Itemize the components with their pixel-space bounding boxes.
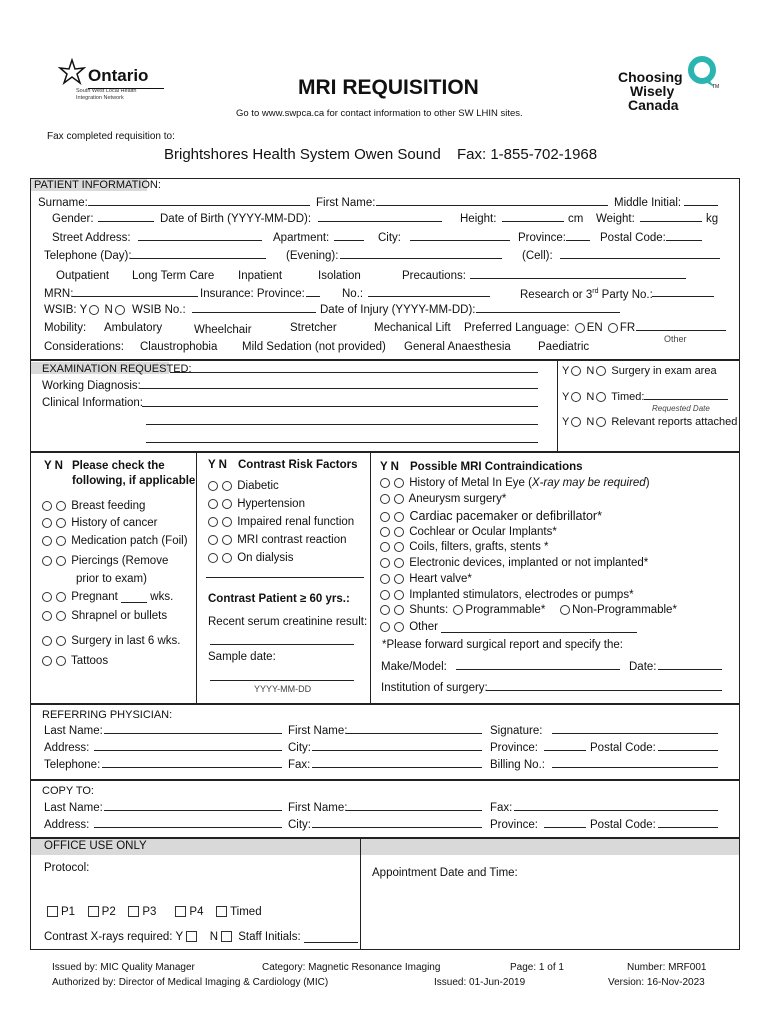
contra-electronic[interactable] xyxy=(378,557,648,569)
p1-checkbox[interactable] xyxy=(47,906,58,917)
en-label: EN xyxy=(586,322,603,334)
referring-title: REFERRING PHYSICIAN: xyxy=(42,709,173,721)
cochlear-text: Cochlear or Ocular Implants* xyxy=(409,526,557,538)
piercings-text: Piercings (Remove xyxy=(71,555,169,567)
height-label: Height: xyxy=(460,213,497,225)
requested-date-label: Requested Date xyxy=(652,404,710,413)
province-label: Province: xyxy=(518,232,566,244)
evening-label: (Evening): xyxy=(286,250,339,262)
wsib-n-radio[interactable] xyxy=(115,305,125,315)
facility-name: Brightshores Health System Owen Sound xyxy=(164,146,441,163)
office-title: OFFICE USE ONLY xyxy=(44,840,147,852)
surname-label: Surname: xyxy=(38,197,88,209)
version: Version: 16-Nov-2023 xyxy=(608,977,705,988)
fax-label: Fax completed requisition to: xyxy=(47,131,175,142)
n-label: N xyxy=(586,391,595,403)
creatinine-label: Recent serum creatinine result: xyxy=(208,616,368,628)
height-field[interactable] xyxy=(502,211,564,222)
contra-title: Possible MRI Contraindications xyxy=(410,461,583,473)
p2-label: P2 xyxy=(101,906,116,918)
timed-checkbox[interactable] xyxy=(216,906,227,917)
category: Category: Magnetic Resonance Imaging xyxy=(262,962,441,973)
check-tattoos[interactable] xyxy=(40,655,108,667)
timed-row xyxy=(562,391,644,403)
mrn-field[interactable] xyxy=(72,286,198,297)
ambulatory-option[interactable]: Ambulatory xyxy=(104,322,163,334)
claustrophobia-option[interactable]: Claustrophobia xyxy=(140,341,218,353)
non-programmable-radio[interactable] xyxy=(560,605,570,615)
ref-address-label: Address: xyxy=(44,742,90,754)
ref-billing-field[interactable] xyxy=(552,757,718,768)
mobility-label: Mobility: xyxy=(44,322,87,334)
y-label: Y xyxy=(562,365,570,377)
cwc-line3: Canada xyxy=(628,97,679,113)
p3-checkbox[interactable] xyxy=(128,906,139,917)
general-anaesthesia-option[interactable]: General Anaesthesia xyxy=(404,341,511,353)
hypertension-text: Hypertension xyxy=(237,498,305,510)
working-diagnosis-label: Working Diagnosis: xyxy=(42,380,141,392)
en-radio[interactable] xyxy=(575,323,585,333)
apartment-field[interactable] xyxy=(334,230,364,241)
contra-pacemaker[interactable] xyxy=(378,509,602,523)
checks-divider-2 xyxy=(370,452,371,704)
exam-requested-label: EXAMINATION REQUESTED: xyxy=(42,363,192,375)
wsib-y-label: WSIB: Y xyxy=(44,304,88,316)
isolation-option[interactable]: Isolation xyxy=(318,270,361,282)
precautions-field[interactable] xyxy=(470,268,686,279)
copy-postal-label: Postal Code: xyxy=(590,819,656,831)
cwc-tm: TM xyxy=(712,84,720,90)
check-history-cancer[interactable] xyxy=(40,517,157,529)
copy-fax-label: Fax: xyxy=(490,802,513,814)
insurance-no-label: No.: xyxy=(342,288,364,300)
insurance-no-field[interactable] xyxy=(368,286,490,297)
other-text: Other xyxy=(409,621,438,633)
injury-date-field[interactable] xyxy=(476,302,620,313)
check-medication-patch[interactable] xyxy=(40,535,188,547)
mild-sedation-option[interactable]: Mild Sedation (not provided) xyxy=(242,341,386,353)
tattoos-text: Tattoos xyxy=(71,655,109,667)
non-programmable-text: Non-Programmable* xyxy=(572,604,677,616)
check-surgery-6wks[interactable] xyxy=(40,635,181,647)
stretcher-option[interactable]: Stretcher xyxy=(290,322,337,334)
appointment-label: Appointment Date and Time: xyxy=(372,867,518,879)
staff-initials-label: Staff Initials: xyxy=(238,931,301,943)
n-label: N xyxy=(586,416,595,428)
wheelchair-option[interactable]: Wheelchair xyxy=(194,324,252,336)
copy-city-field[interactable] xyxy=(312,817,482,828)
first-name-label: First Name: xyxy=(316,197,376,209)
form-number: Number: MRF001 xyxy=(627,962,707,973)
pregnant-text: Pregnant xyxy=(71,591,118,603)
institution-field[interactable] xyxy=(486,680,722,691)
ref-last-name-label: Last Name: xyxy=(44,725,103,737)
gender-label: Gender: xyxy=(52,213,94,225)
cm-label: cm xyxy=(568,213,584,225)
cell-label: (Cell): xyxy=(522,250,553,262)
copy-first-name-field[interactable] xyxy=(346,800,482,811)
street-field[interactable] xyxy=(138,230,262,241)
apartment-label: Apartment: xyxy=(273,232,330,244)
contrast-title: Contrast Risk Factors xyxy=(238,459,358,471)
p4-label: P4 xyxy=(189,906,204,918)
copy-address-label: Address: xyxy=(44,819,90,831)
research-sup: rd xyxy=(592,288,599,295)
kg-label: kg xyxy=(706,213,719,225)
check-piercings[interactable] xyxy=(40,555,168,567)
p4-checkbox[interactable] xyxy=(175,906,186,917)
cwc-line2: Wisely xyxy=(630,83,675,99)
ref-last-name-field[interactable] xyxy=(104,723,282,734)
telephone-day-label: Telephone (Day): xyxy=(44,250,132,262)
city-field[interactable] xyxy=(410,230,510,241)
ref-address-field[interactable] xyxy=(94,740,282,751)
ref-fax-label: Fax: xyxy=(288,759,311,771)
timed-label: Timed xyxy=(230,906,262,918)
check-breast-feeding[interactable] xyxy=(40,500,145,512)
ref-first-name-label: First Name: xyxy=(288,725,348,737)
ontario-logo-text: Ontario xyxy=(88,66,149,85)
contrast-diabetic[interactable] xyxy=(206,480,279,492)
wsib-row xyxy=(44,304,127,316)
ref-city-label: City: xyxy=(288,742,311,754)
lhin-subtext: South West Local Health Integration Network xyxy=(76,88,137,101)
weight-label: Weight: xyxy=(596,213,635,225)
copy-postal-field[interactable] xyxy=(658,817,718,828)
copy-address-field[interactable] xyxy=(94,817,282,828)
programmable-text: Programmable* xyxy=(465,604,546,616)
considerations-label: Considerations: xyxy=(44,341,124,353)
contrast-dialysis[interactable] xyxy=(206,552,293,564)
ref-first-name-field[interactable] xyxy=(346,723,482,734)
contrast-yn-header: Y N xyxy=(208,459,227,471)
programmable-radio[interactable] xyxy=(453,605,463,615)
language-label: Preferred Language: xyxy=(464,322,570,334)
reports-y[interactable] xyxy=(571,417,581,427)
p2-checkbox[interactable] xyxy=(88,906,99,917)
p1-label: P1 xyxy=(61,906,76,918)
middle-initial-field[interactable] xyxy=(684,195,718,206)
staff-initials-field[interactable] xyxy=(304,932,358,943)
wsib-no-field[interactable] xyxy=(192,302,316,313)
cwc-line1: Choosing xyxy=(618,69,683,85)
make-model-field[interactable] xyxy=(456,659,620,670)
wsib-n-label: N xyxy=(104,304,113,316)
telephone-day-field[interactable] xyxy=(130,248,266,259)
institution-label: Institution of surgery: xyxy=(381,682,488,694)
contra-aneurysm[interactable] xyxy=(378,493,506,505)
contra-stimulators[interactable] xyxy=(378,589,634,601)
language-row xyxy=(464,322,635,334)
language-other-label: Other xyxy=(664,334,687,344)
timed-y[interactable] xyxy=(571,392,581,402)
dob-field[interactable] xyxy=(318,211,442,222)
contra-yn-header: Y N xyxy=(380,461,399,473)
priority-row xyxy=(44,906,262,918)
clinical-info-line2[interactable] xyxy=(146,414,538,425)
copy-province-label: Province: xyxy=(490,819,538,831)
paediatric-option[interactable]: Paediatric xyxy=(538,341,590,353)
issued-date: Issued: 01-Jun-2019 xyxy=(434,977,526,988)
shrapnel-text: Shrapnel or bullets xyxy=(71,610,168,622)
pregnant-weeks-field[interactable] xyxy=(121,592,147,603)
research-text: Research or 3 xyxy=(520,288,593,301)
gender-field[interactable] xyxy=(98,211,154,222)
xray-note: X-ray may be required xyxy=(531,477,646,489)
clinical-info-line3[interactable] xyxy=(146,432,538,443)
contrast-xrays-y[interactable] xyxy=(186,931,197,942)
ref-fax-field[interactable] xyxy=(312,757,482,768)
insurance-province-label: Insurance: Province: xyxy=(200,288,305,300)
long-term-care-option[interactable]: Long Term Care xyxy=(132,270,215,282)
choosing-wisely-logo xyxy=(616,52,726,116)
language-other-field[interactable] xyxy=(636,320,726,331)
piercings-text-2: prior to exam) xyxy=(76,573,147,585)
surgery-exam-area-row xyxy=(562,365,717,377)
ref-signature-label: Signature: xyxy=(490,725,543,737)
ref-signature-field[interactable] xyxy=(552,723,718,734)
contrast-separator xyxy=(206,577,364,578)
contrast-xrays-label: Contrast X-rays required: Y xyxy=(44,931,184,943)
weight-field[interactable] xyxy=(640,211,702,222)
website-note: Go to www.swpca.ca for contact information to other SW LHIN sites. xyxy=(236,108,523,119)
precautions-label: Precautions: xyxy=(402,270,466,282)
insurance-province-field[interactable] xyxy=(306,286,320,297)
forward-note: *Please forward surgical report and specify the: xyxy=(382,639,623,651)
copy-city-label: City: xyxy=(288,819,311,831)
postal-label: Postal Code: xyxy=(600,232,666,244)
contrast-hypertension[interactable] xyxy=(206,498,305,510)
page-title: MRI REQUISITION xyxy=(298,76,479,99)
relevant-reports-text: Relevant reports attached xyxy=(611,416,738,428)
contrast-xrays-n[interactable] xyxy=(221,931,232,942)
timed-field[interactable] xyxy=(644,389,728,400)
date-label: Date: xyxy=(629,661,657,673)
trillium-icon xyxy=(58,58,86,86)
n-label: N xyxy=(586,365,595,377)
electronic-text: Electronic devices, implanted or not implanted* xyxy=(409,557,649,569)
dob-label: Date of Birth (YYYY-MM-DD): xyxy=(160,213,312,225)
coils-text: Coils, filters, grafts, stents * xyxy=(409,541,549,553)
timed-n[interactable] xyxy=(596,392,606,402)
postal-field[interactable] xyxy=(666,230,702,241)
contra-shunts[interactable] xyxy=(378,604,677,616)
metal-eye-text: History of Metal In Eye ( xyxy=(409,477,532,489)
checks-title-2: following, if applicable xyxy=(72,475,196,487)
copy-last-name-field[interactable] xyxy=(104,800,282,811)
authorized-by: Authorized by: Director of Medical Imaging & Cardiology (MIC) xyxy=(52,977,329,988)
sample-date-field[interactable] xyxy=(210,670,354,681)
creatinine-field[interactable] xyxy=(210,634,354,645)
contra-coils[interactable] xyxy=(378,541,549,553)
contrast-renal[interactable] xyxy=(206,516,354,528)
mechanical-lift-option[interactable]: Mechanical Lift xyxy=(374,322,451,334)
ref-province-label: Province: xyxy=(490,742,538,754)
breast-feeding-text: Breast feeding xyxy=(71,500,146,512)
shunts-text: Shunts: xyxy=(409,604,449,616)
clinical-info-label: Clinical Information: xyxy=(42,397,143,409)
contrast-xrays-n-label: N xyxy=(209,931,219,943)
contra-metal-eye[interactable] xyxy=(378,477,650,489)
check-pregnant[interactable] xyxy=(40,591,173,603)
relevant-reports-row xyxy=(562,416,737,428)
surgery-6wks-text: Surgery in last 6 wks. xyxy=(71,635,181,647)
copy-province-field[interactable] xyxy=(544,817,586,828)
date-field[interactable] xyxy=(658,659,722,670)
ref-postal-label: Postal Code: xyxy=(590,742,656,754)
province-field[interactable] xyxy=(566,230,590,241)
reaction-text: MRI contrast reaction xyxy=(237,534,347,546)
contra-heart-valve[interactable] xyxy=(378,573,472,585)
ref-telephone-label: Telephone: xyxy=(44,759,101,771)
party-no-field[interactable] xyxy=(652,286,714,297)
fr-radio[interactable] xyxy=(608,323,618,333)
wsib-y-radio[interactable] xyxy=(89,305,99,315)
protocol-label: Protocol: xyxy=(44,862,90,874)
contra-other-field[interactable] xyxy=(441,622,637,633)
copy-to-title: COPY TO: xyxy=(42,785,94,797)
reports-n[interactable] xyxy=(596,417,606,427)
ref-postal-field[interactable] xyxy=(658,740,718,751)
weeks-text: wks. xyxy=(150,591,174,603)
first-name-field[interactable] xyxy=(376,195,608,206)
injury-date-label: Date of Injury (YYYY-MM-DD): xyxy=(320,304,476,316)
history-cancer-text: History of cancer xyxy=(71,517,158,529)
exam-requested-field[interactable] xyxy=(170,362,538,373)
contra-other[interactable] xyxy=(378,621,637,633)
make-model-label: Make/Model: xyxy=(381,661,447,673)
ref-province-field[interactable] xyxy=(544,740,586,751)
sample-date-label: Sample date: xyxy=(208,651,276,663)
contrast-xrays-row xyxy=(44,931,358,943)
heart-valve-text: Heart valve* xyxy=(409,573,472,585)
pacemaker-text: Cardiac pacemaker or defibrillator* xyxy=(409,509,602,523)
middle-initial-label: Middle Initial: xyxy=(614,197,682,209)
working-diagnosis-field[interactable] xyxy=(140,378,538,389)
fax-number: Fax: 1-855-702-1968 xyxy=(457,146,598,163)
clinical-info-field[interactable] xyxy=(142,396,538,407)
p3-label: P3 xyxy=(142,906,157,918)
check-shrapnel[interactable] xyxy=(40,610,167,622)
renal-text: Impaired renal function xyxy=(237,516,355,528)
mrn-label: MRN: xyxy=(44,288,74,300)
y-label: Y xyxy=(562,391,570,403)
wsib-no-label: WSIB No.: xyxy=(132,304,186,316)
contrast-reaction[interactable] xyxy=(206,534,347,546)
sample-date-format: YYYY-MM-DD xyxy=(254,684,312,694)
party-no-text: Party No.: xyxy=(601,288,653,301)
ref-billing-label: Billing No.: xyxy=(490,759,545,771)
medication-patch-text: Medication patch (Foil) xyxy=(71,535,188,547)
cell-field[interactable] xyxy=(560,248,720,259)
contra-cochlear[interactable] xyxy=(378,526,557,538)
city-label: City: xyxy=(378,232,401,244)
office-divider xyxy=(360,838,361,950)
surgery-area-text: Surgery in exam area xyxy=(611,365,717,377)
copy-last-name-label: Last Name: xyxy=(44,802,103,814)
surgery-area-y[interactable] xyxy=(571,366,581,376)
issued-by: Issued by: MIC Quality Manager xyxy=(52,962,195,973)
checks-divider-1 xyxy=(196,452,197,704)
copy-fax-field[interactable] xyxy=(514,800,718,811)
outpatient-option[interactable]: Outpatient xyxy=(56,270,110,282)
page-number: Page: 1 of 1 xyxy=(510,962,564,973)
stimulators-text: Implanted stimulators, electrodes or pumps* xyxy=(409,589,634,601)
ref-city-field[interactable] xyxy=(312,740,482,751)
surgery-area-n[interactable] xyxy=(596,366,606,376)
y-label: Y xyxy=(562,416,570,428)
checks-title-1: Please check the xyxy=(72,460,165,472)
street-label: Street Address: xyxy=(52,232,131,244)
copy-first-name-label: First Name: xyxy=(288,802,348,814)
dialysis-text: On dialysis xyxy=(237,552,294,564)
aneurysm-text: Aneurysm surgery* xyxy=(408,493,507,505)
research-label xyxy=(520,288,653,301)
surname-field[interactable] xyxy=(88,195,310,206)
inpatient-option[interactable]: Inpatient xyxy=(238,270,283,282)
timed-text: Timed: xyxy=(611,391,645,403)
metal-eye-close: ) xyxy=(645,477,650,489)
patient-section-title: PATIENT INFORMATION: xyxy=(34,179,161,191)
contrast-patient-title: Contrast Patient ≥ 60 yrs.: xyxy=(208,593,350,605)
ref-telephone-field[interactable] xyxy=(102,757,282,768)
evening-field[interactable] xyxy=(340,248,502,259)
checks-yn-header: Y N xyxy=(44,460,63,472)
diabetic-text: Diabetic xyxy=(237,480,279,492)
fr-label: FR xyxy=(619,322,636,334)
